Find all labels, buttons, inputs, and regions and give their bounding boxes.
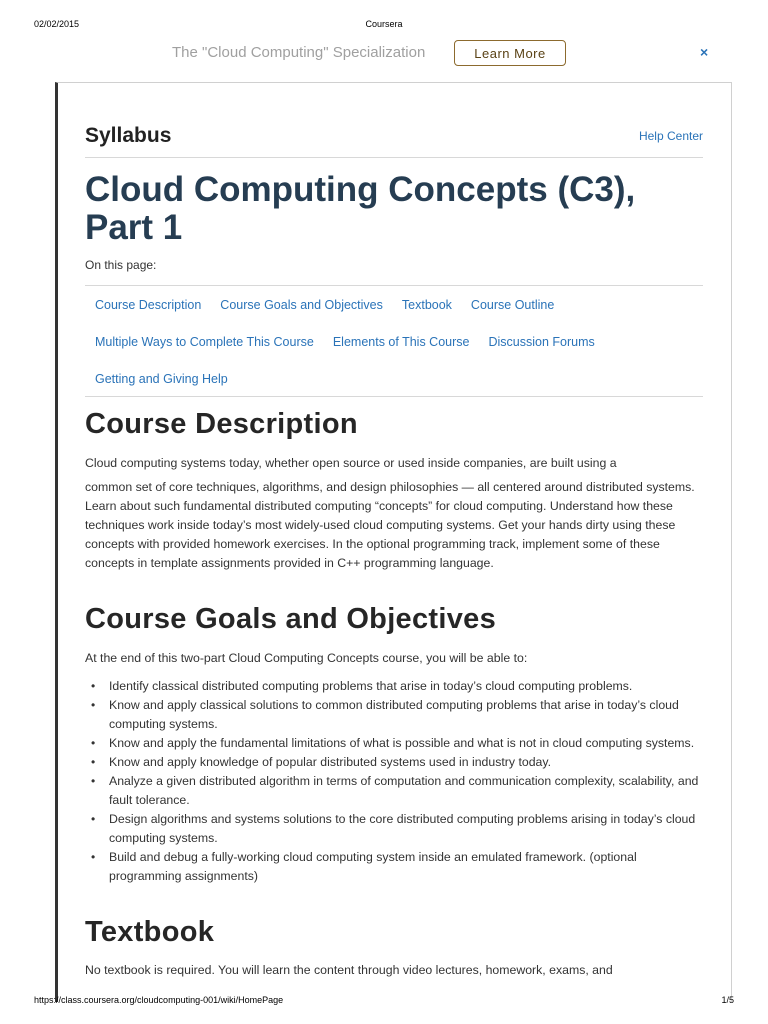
print-header xyxy=(0,19,768,33)
toc-row xyxy=(95,333,614,351)
learn-more-button[interactable]: Learn More xyxy=(454,40,566,66)
textbook-heading: Textbook xyxy=(85,916,215,948)
toc-link-discussion-forums[interactable]: Discussion Forums xyxy=(488,335,595,349)
course-goals-intro: At the end of this two-part Cloud Computing Concepts course, you will be able to: xyxy=(85,651,528,665)
print-footer xyxy=(0,995,768,1009)
list-item: • Design algorithms and systems solutions to the core distributed computing problems arising in today’s cloud computing systems. xyxy=(85,810,705,848)
close-icon[interactable]: × xyxy=(700,44,709,60)
course-description-body: common set of core techniques, algorithms, and design philosophies — all centered around distributed systems. Learn about such fundamental distributed computing “concepts” for cloud computing. Understand how these techniques work inside today’s most widely-used cloud computing systems. Get your hands dirty using these concepts with provided homework exercises. In the optional programming track, implement some of these concepts in template assignments provided in C++ programming language. xyxy=(85,480,695,570)
course-goals-list xyxy=(85,677,705,886)
list-item: • Build and debug a fully-working cloud computing system inside an emulated framework. (optional programming assignments) xyxy=(85,848,705,886)
toc-link-getting-giving-help[interactable]: Getting and Giving Help xyxy=(95,372,228,386)
table-of-contents xyxy=(85,285,703,397)
toc-link-course-goals[interactable]: Course Goals and Objectives xyxy=(220,298,383,312)
specialization-banner xyxy=(0,38,768,68)
print-date: 02/02/2015 xyxy=(34,19,80,29)
promo-text: The "Cloud Computing" Specialization xyxy=(172,44,426,61)
toc-row xyxy=(95,370,247,388)
toc-link-elements[interactable]: Elements of This Course xyxy=(332,335,470,349)
list-item: • Analyze a given distributed algorithm in terms of computation and communication complexity, scalability, and fault tolerance. xyxy=(85,772,705,810)
print-page-number: 1/5 xyxy=(721,995,734,1005)
page-title: Cloud Computing Concepts (C3), Part 1 xyxy=(85,170,636,247)
print-title: Coursera xyxy=(365,19,403,29)
list-item: • Know and apply the fundamental limitations of what is possible and what is not in cloud computing systems. xyxy=(85,734,705,753)
toc-link-textbook[interactable]: Textbook xyxy=(401,298,452,312)
toc-link-course-outline[interactable]: Course Outline xyxy=(470,298,555,312)
help-center-link[interactable]: Help Center xyxy=(638,129,703,143)
syllabus-header xyxy=(85,124,703,158)
list-item: • Know and apply classical solutions to common distributed computing problems that arise in today’s cloud computing systems. xyxy=(85,696,705,734)
toc-row xyxy=(95,296,573,314)
list-item: • Know and apply knowledge of popular distributed systems used in industry today. xyxy=(85,753,705,772)
toc-link-multiple-ways[interactable]: Multiple Ways to Complete This Course xyxy=(95,335,314,349)
course-description-line1: Cloud computing systems today, whether open source or used inside companies, are built using a xyxy=(85,456,617,470)
list-item: • Identify classical distributed computing problems that arise in today’s cloud computing problems. xyxy=(85,677,705,696)
course-goals-heading: Course Goals and Objectives xyxy=(85,603,497,635)
textbook-text: No textbook is required. You will learn the content through video lectures, homework, exams, and xyxy=(85,963,613,977)
toc-link-course-description[interactable]: Course Description xyxy=(95,298,202,312)
syllabus-heading: Syllabus xyxy=(85,124,172,147)
course-description-heading: Course Description xyxy=(85,408,358,440)
print-url: https://class.coursera.org/cloudcomputing-001/wiki/HomePage xyxy=(34,995,284,1005)
on-this-page-label: On this page: xyxy=(85,258,157,272)
